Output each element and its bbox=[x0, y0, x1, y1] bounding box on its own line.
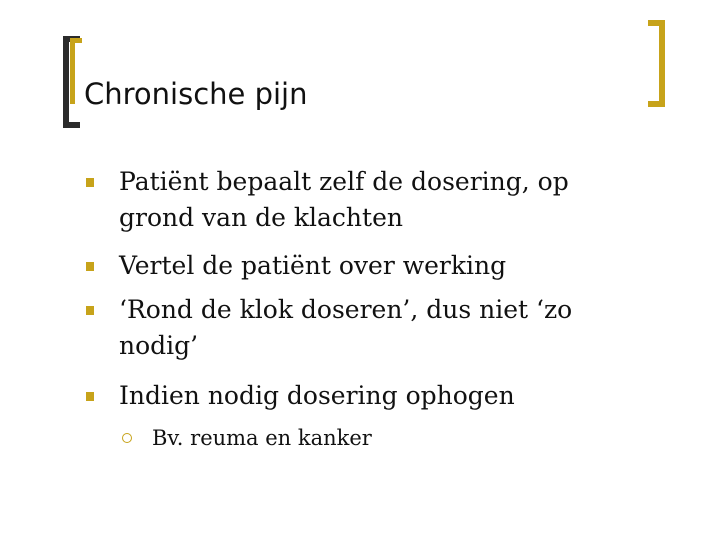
sub-bullet-text: Bv. reuma en kanker bbox=[152, 426, 372, 450]
bullet-text: Vertel de patiënt over werking bbox=[119, 251, 507, 280]
slide-title: Chronische pijn bbox=[84, 77, 308, 111]
bullet-text: ‘Rond de klok doseren’, dus niet ‘zo nodig’ bbox=[119, 295, 573, 360]
square-bullet-icon bbox=[86, 306, 94, 315]
square-bullet-icon bbox=[86, 178, 94, 187]
square-bullet-icon bbox=[86, 392, 94, 401]
bullet-text: Patiënt bepaalt zelf de dosering, op grond van de klachten bbox=[119, 167, 569, 232]
circle-bullet-icon bbox=[122, 433, 132, 443]
bullet-text: Indien nodig dosering ophogen bbox=[119, 381, 515, 410]
square-bullet-icon bbox=[86, 262, 94, 271]
